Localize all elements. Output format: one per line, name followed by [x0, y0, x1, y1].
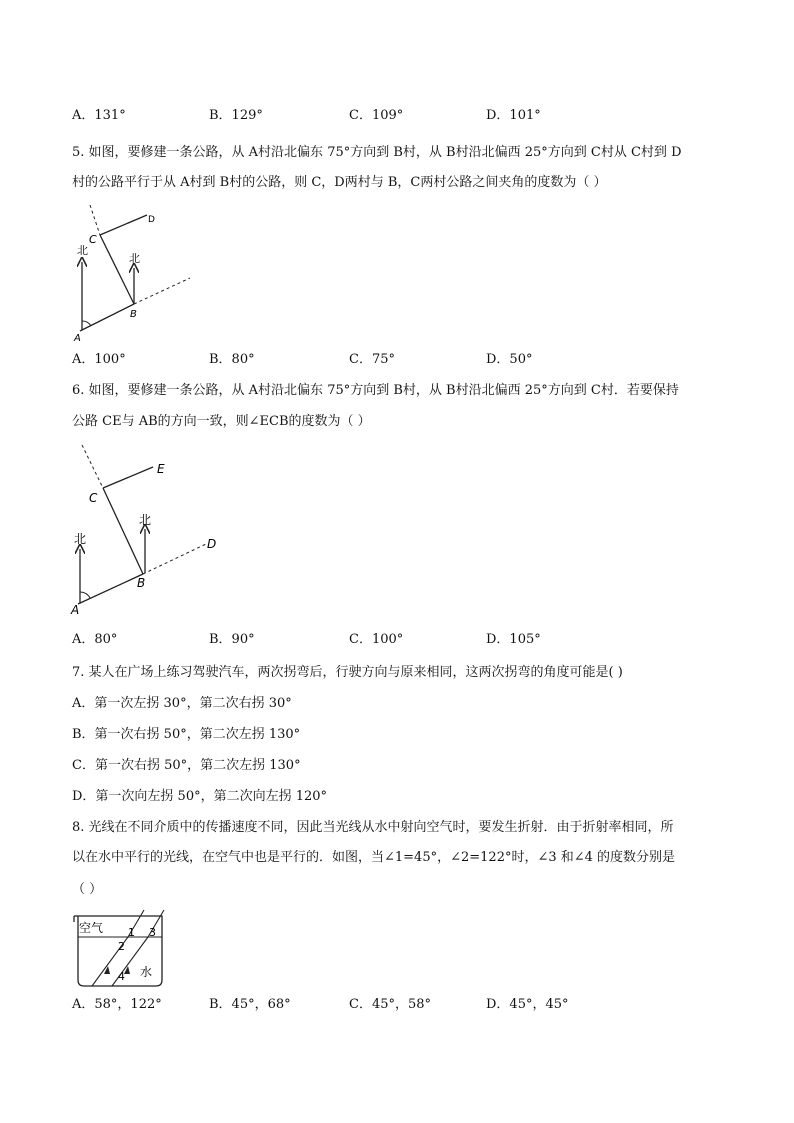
- q8-label-angle3: 3: [149, 926, 156, 939]
- q7-choice-d[interactable]: D．第一次向左拐 50°，第二次向左拐 120°: [72, 789, 328, 804]
- q5-label-b: B: [130, 309, 137, 320]
- q6-label-north-b: 北: [139, 513, 152, 527]
- q5-segment-cd: [100, 215, 147, 235]
- q4-option-c[interactable]: C．109°: [349, 108, 404, 123]
- q5-option-d[interactable]: D．50°: [486, 352, 533, 367]
- q5-options: [72, 350, 712, 370]
- q8-stem-line1: 8. 光线在不同介质中的传播速度不同，因此当光线从水中射向空气时，要发生折射．由于折射率相同，所: [72, 820, 674, 835]
- q8-option-b[interactable]: B．45°，68°: [209, 997, 291, 1012]
- q4-options: [72, 106, 712, 126]
- q5-label-d: D: [148, 215, 155, 225]
- q8-label-water: 水: [140, 965, 153, 979]
- q8-figure: [70, 908, 170, 990]
- q4-option-d[interactable]: D．101°: [486, 108, 541, 123]
- q6-stem-line2: 公路 CE与 AB的方向一致，则∠ECB的度数为（ ）: [72, 414, 371, 429]
- q7-choice-a[interactable]: A．第一次左拐 30°，第二次右拐 30°: [72, 696, 292, 711]
- q8-stem-line3: （ ）: [72, 882, 103, 897]
- q5-label-a: A: [74, 333, 81, 344]
- q6-option-c[interactable]: C．100°: [349, 632, 404, 647]
- q6-label-north-a: 北: [74, 532, 87, 546]
- q7-stem: 7. 某人在广场上练习驾驶汽车，两次拐弯后，行驶方向与原来相同，这两次拐弯的角度可能是( ): [72, 665, 623, 680]
- q6-options: [72, 630, 712, 650]
- q5-segment-cb: [100, 235, 134, 304]
- q8-option-c[interactable]: C．45°，58°: [349, 997, 432, 1012]
- q6-figure: [68, 440, 228, 620]
- q8-options: [72, 995, 712, 1015]
- q8-stem-line2: 以在水中平行的光线，在空气中也是平行的．如图，当∠1=45°，∠2=122°时，∠3 和∠4 的度数分别是: [72, 850, 676, 865]
- q6-label-e: E: [157, 462, 165, 476]
- q5-option-a[interactable]: A．100°: [72, 352, 126, 367]
- q8-option-d[interactable]: D．45°，45°: [486, 997, 569, 1012]
- q8-label-angle1: 1: [128, 926, 135, 939]
- q6-option-a[interactable]: A．80°: [72, 632, 118, 647]
- q5-figure: [72, 200, 202, 345]
- q6-option-d[interactable]: D．105°: [486, 632, 541, 647]
- q8-label-air: 空气: [79, 921, 104, 935]
- q5-stem-line2: 村的公路平行于从 A村到 B村的公路，则 C，D两村与 B，C两村公路之间夹角的度数为（ ）: [72, 175, 607, 190]
- q6-dashed-extension-c: [82, 445, 103, 488]
- q5-dashed-extension-c: [90, 205, 100, 235]
- q5-dashed-extension-ab: [134, 278, 190, 304]
- q6-label-a: A: [71, 603, 80, 617]
- q8-option-a[interactable]: A．58°，122°: [72, 997, 162, 1012]
- q6-segment-ab: [78, 574, 146, 604]
- q5-label-north-b: 北: [129, 252, 140, 265]
- q6-label-b: B: [137, 576, 146, 590]
- q5-option-c[interactable]: C．75°: [349, 352, 395, 367]
- q6-segment-cb: [103, 488, 143, 574]
- q6-dashed-extension-bd: [143, 544, 206, 574]
- q6-angle-arc-a: [80, 592, 90, 598]
- q7-choice-b[interactable]: B．第一次右拐 50°，第二次左拐 130°: [72, 727, 301, 742]
- q6-stem-line1: 6. 如图，要修建一条公路，从 A村沿北偏东 75°方向到 B村，从 B村沿北偏西 25°方向到 C村．若要保持: [72, 383, 679, 398]
- q5-label-c: C: [89, 233, 97, 246]
- q8-arrow-icon-1: [104, 966, 110, 974]
- q4-option-b[interactable]: B．129°: [209, 108, 263, 123]
- q7-choice-c[interactable]: C．第一次右拐 50°，第二次左拐 130°: [72, 758, 301, 773]
- q5-label-north-a: 北: [77, 244, 88, 257]
- q5-segment-ab: [80, 304, 134, 331]
- q5-option-b[interactable]: B．80°: [209, 352, 255, 367]
- q5-stem-line1: 5. 如图，要修建一条公路，从 A村沿北偏东 75°方向到 B村，从 B村沿北偏西 25°方向到 C村从 C村到 D: [72, 145, 682, 160]
- q8-label-angle4: 4: [118, 970, 125, 983]
- q8-label-angle2: 2: [118, 940, 125, 953]
- q6-label-d: D: [207, 537, 217, 551]
- q6-label-c: C: [89, 491, 98, 505]
- q5-angle-arc-a: [82, 321, 91, 326]
- q6-segment-ce: [103, 467, 153, 488]
- q6-option-b[interactable]: B．90°: [209, 632, 255, 647]
- q4-option-a[interactable]: A．131°: [72, 108, 126, 123]
